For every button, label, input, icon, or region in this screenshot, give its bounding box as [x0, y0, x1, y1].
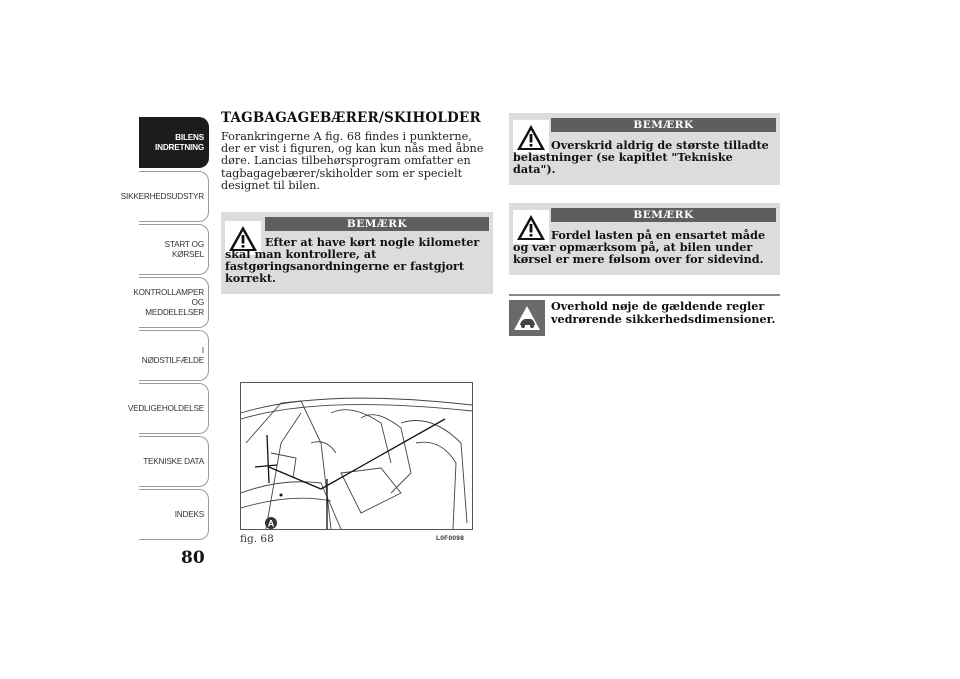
tab-indeks[interactable]: INDEKS: [139, 489, 209, 540]
section-body: Forankringerne A fig. 68 findes i punkterne, der er vist i figuren, og kan kun nås med åbne døre. Lancias tilbehørsprogram omfatter en tagbagagebærer/skiholder som er specielt designet til bilen.: [221, 130, 484, 192]
tab-bilens-indretning[interactable]: BILENS INDRETNING: [139, 117, 209, 168]
tab-i-nodstilfaelde[interactable]: I NØDSTILFÆLDE: [139, 330, 209, 381]
car-interior-illustration: [241, 383, 472, 529]
divider: [509, 294, 780, 296]
note-header: BEMÆRK: [265, 217, 489, 231]
figure-code: L0F0098: [436, 535, 465, 542]
note-text: Overskrid aldrig de største tilladte belastninger (se kapitlet "Tekniske data").: [513, 138, 769, 176]
figure-marker: A: [267, 518, 275, 529]
note-text: Efter at have kørt nogle kilometer skal man kontrollere, at fastgøringsanordningerne er fastgjort korrekt.: [225, 235, 480, 285]
note-header: BEMÆRK: [551, 118, 776, 132]
safety-note-text: Overhold nøje de gældende regler vedrørende sikkerhedsdimensioner.: [551, 299, 776, 326]
figure-caption: fig. 68: [240, 533, 274, 545]
note-box: [509, 203, 780, 275]
figure-roof-rack: [240, 382, 473, 530]
note-box: [221, 212, 493, 294]
note-box: [509, 113, 780, 185]
page-number: 80: [181, 548, 205, 568]
note-text: Fordel lasten på en ensartet måde og vær opmærksom på, at bilen under kørsel er mere følsom over for sidevind.: [513, 228, 766, 266]
tab-kontrollamper[interactable]: KONTROLLAMPER OG MEDDELELSER: [139, 277, 209, 328]
tab-vedligeholdelse[interactable]: VEDLIGEHOLDELSE: [139, 383, 209, 434]
tab-start-og-korsel[interactable]: START OG KØRSEL: [139, 224, 209, 275]
tab-tekniske-data[interactable]: TEKNISKE DATA: [139, 436, 209, 487]
tab-sikkerhedsudstyr[interactable]: SIKKERHEDSUDSTYR: [139, 171, 209, 222]
car-safety-icon: [509, 300, 545, 336]
section-heading: TAGBAGAGEBÆRER/SKIHOLDER: [221, 110, 481, 126]
note-header: BEMÆRK: [551, 208, 776, 222]
